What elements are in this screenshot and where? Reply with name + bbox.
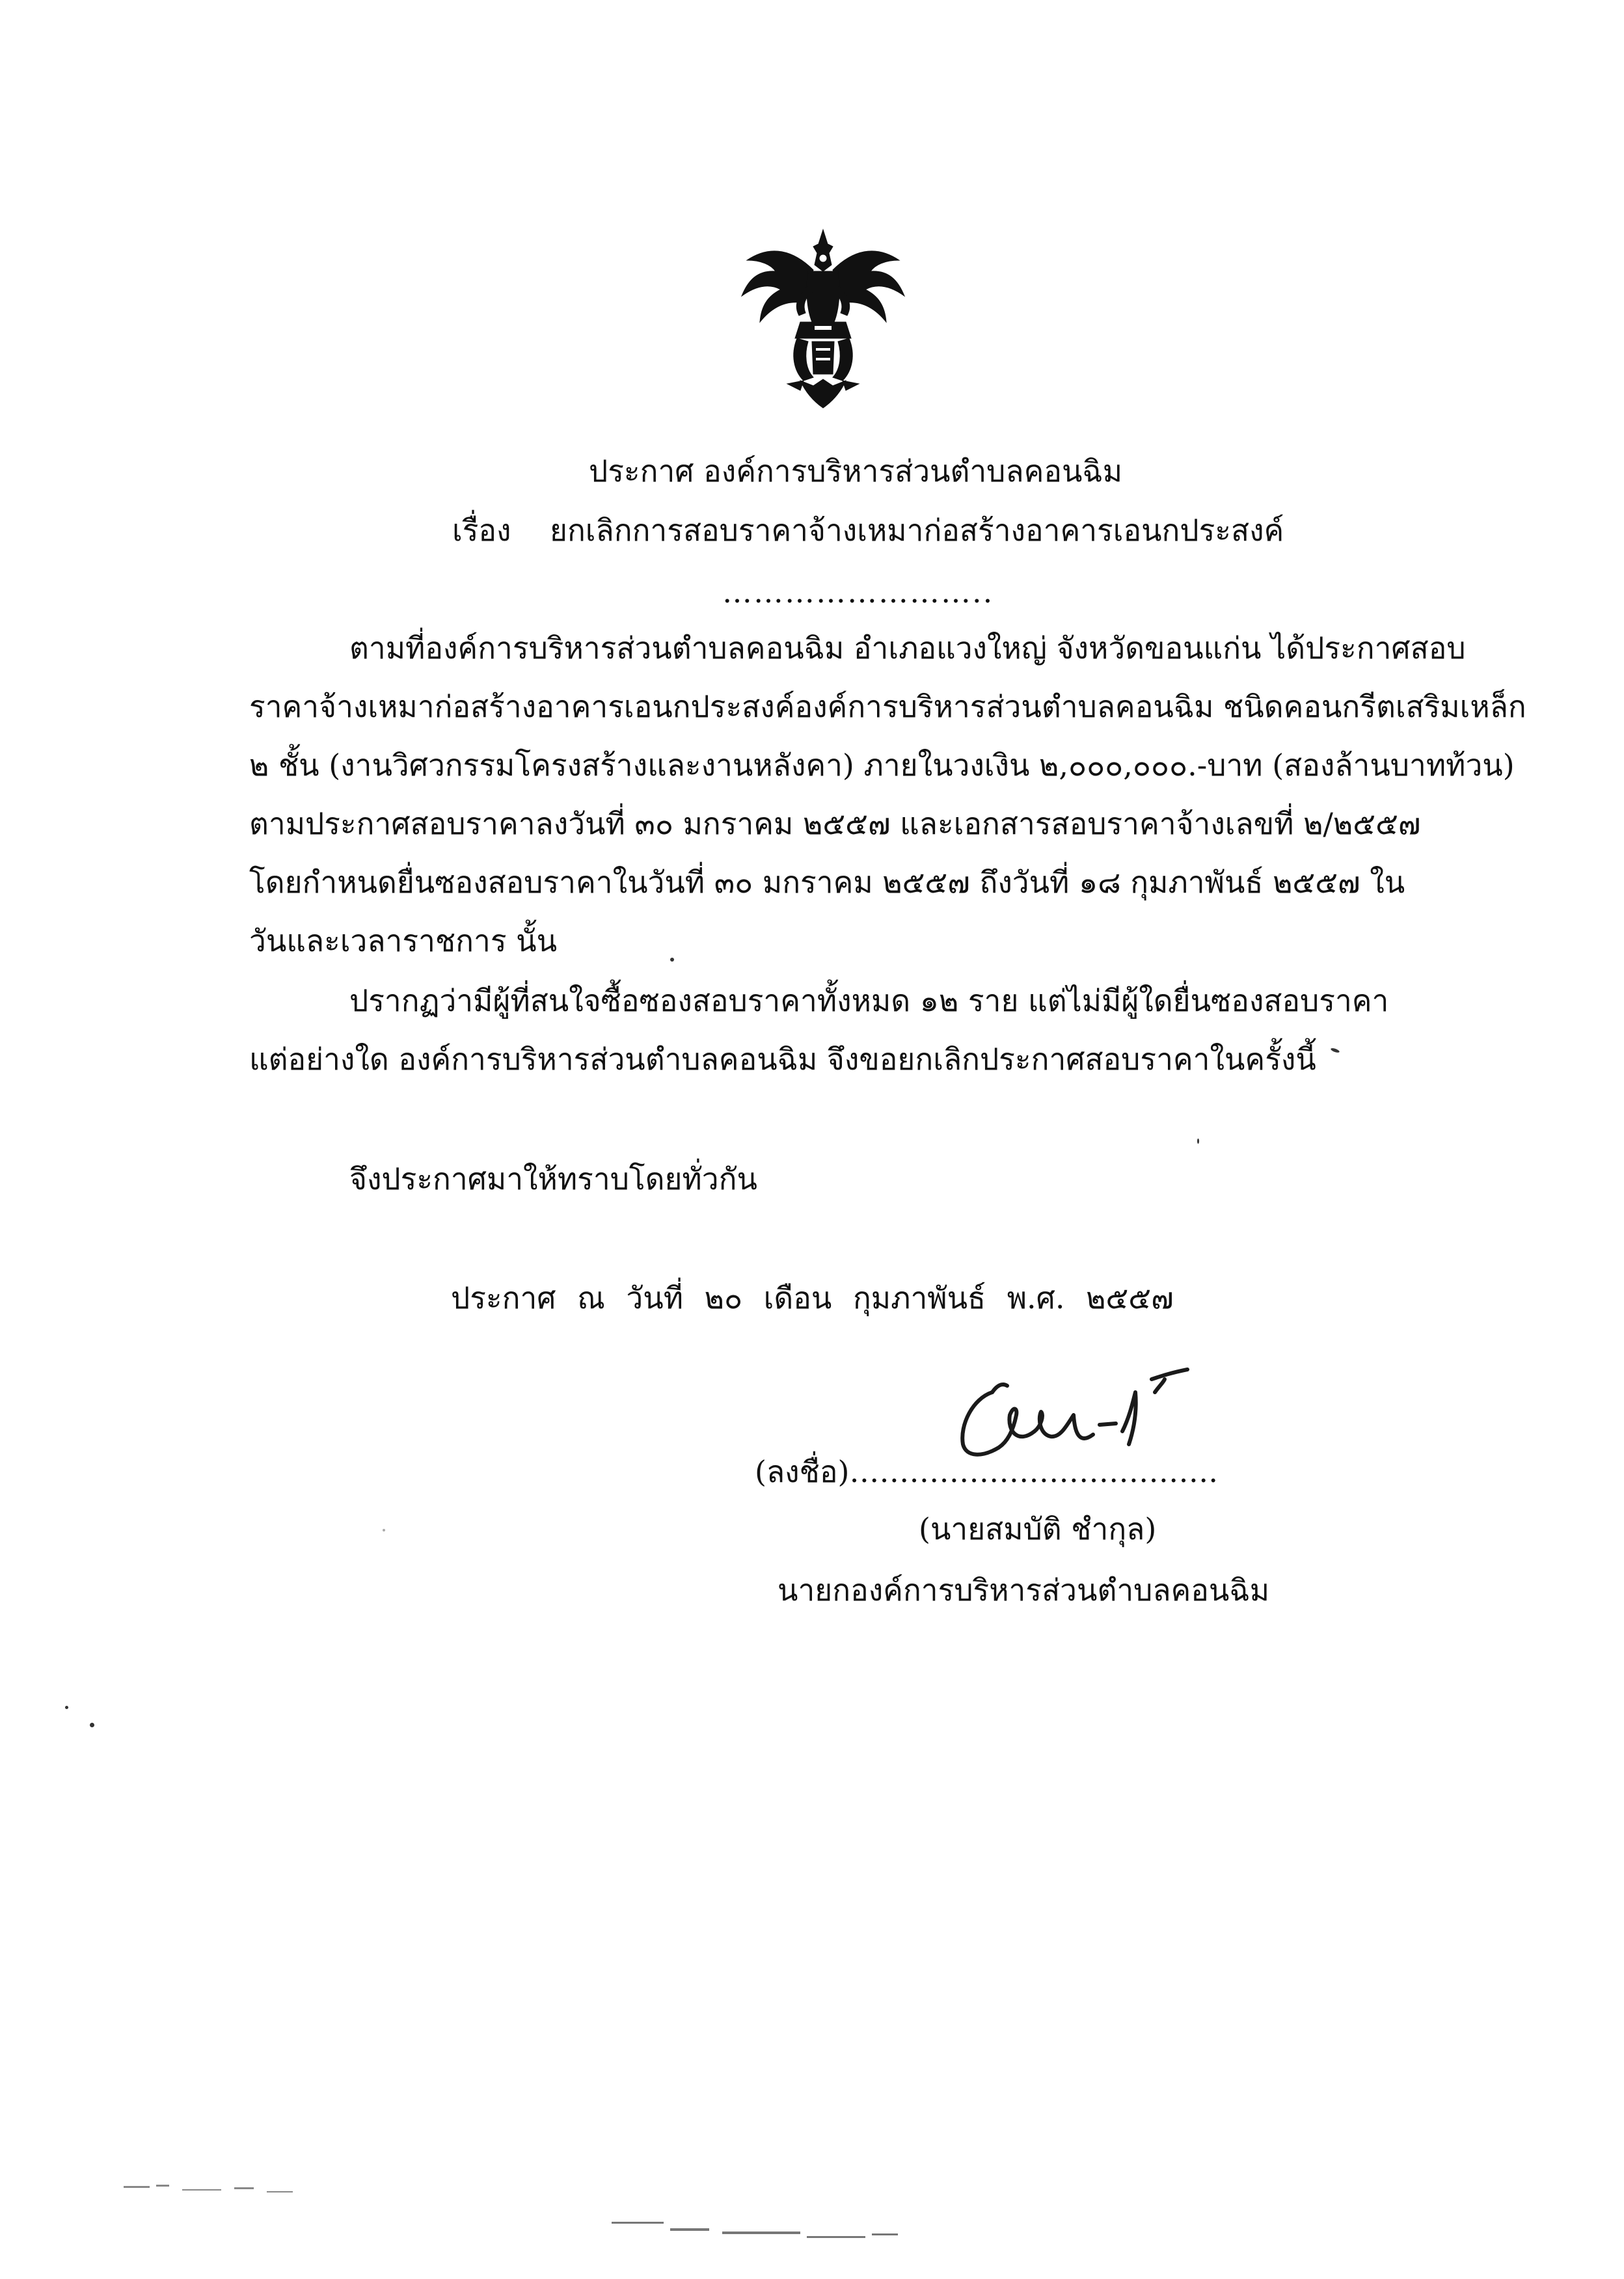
paragraph-1-line-5: โดยกำหนดยื่นซองสอบราคาในวันที่ ๓๐ มกราคม ๒๕๕๗ ถึงวันที่ ๑๘ กุมภาพันธ์ ๒๕๕๗ ใน (249, 865, 1405, 900)
paragraph-1-line-2: ราคาจ้างเหมาก่อสร้างอาคารเอนกประสงค์องค์การบริหารส่วนตำบลคอนฉิม ชนิดคอนกรีตเสริมเหล็ก (249, 689, 1526, 724)
announcement-date: ประกาศ ณ วันที่ ๒๐ เดือน กุมภาพันธ์ พ.ศ. ๒๕๕๗ (451, 1280, 1174, 1315)
scan-speck (670, 958, 674, 962)
subject-label: เรื่อง (452, 513, 511, 548)
garuda-emblem-icon (735, 224, 911, 410)
paragraph-2-line-2: แต่อย่างใด องค์การบริหารส่วนตำบลคอนฉิม จึงขอยกเลิกประกาศสอบราคาในครั้งนี้ (249, 1042, 1316, 1077)
closing-statement: จึงประกาศมาให้ทราบโดยทั่วกัน (349, 1161, 757, 1196)
scan-speck (65, 1706, 68, 1709)
scan-smudge (117, 2173, 325, 2212)
paragraph-1-line-6: วันและเวลาราชการ นั้น (249, 923, 558, 958)
paragraph-1-line-4: ตามประกาศสอบราคาลงวันที่ ๓๐ มกราคม ๒๕๕๗ และเอกสารสอบราคาจ้างเลขที่ ๒/๒๕๕๗ (249, 806, 1421, 841)
announcement-title: ประกาศ องค์การบริหารส่วนตำบลคอนฉิม (589, 453, 1123, 489)
signer-name: (นายสมบัติ ชำกุล) (919, 1511, 1157, 1546)
scan-speck (90, 1723, 94, 1727)
paragraph-2-line-1: ปรากฏว่ามีผู้ที่สนใจซื้อซองสอบราคาทั้งหมด ๑๒ ราย แต่ไม่มีผู้ใดยื่นซองสอบราคา (349, 983, 1389, 1018)
paragraph-1-line-1: ตามที่องค์การบริหารส่วนตำบลคอนฉิม อำเภอแวงใหญ่ จังหวัดขอนแก่น ได้ประกาศสอบ (349, 630, 1466, 666)
signer-position: นายกองค์การบริหารส่วนตำบลคอนฉิม (778, 1572, 1270, 1608)
divider-dots: …………………….. (722, 574, 994, 610)
subject-text: ยกเลิกการสอบราคาจ้างเหมาก่อสร้างอาคารเอนกประสงค์ (550, 513, 1284, 548)
subject-line (452, 511, 1284, 550)
scan-smudge (612, 2215, 937, 2254)
paragraph-1-line-3: ๒ ชั้น (งานวิศวกรรมโครงสร้างและงานหลังคา) ภายในวงเงิน ๒,๐๐๐,๐๐๐.-บาท (สองล้านบาทท้วน) (249, 748, 1515, 783)
signature-line: (ลงชื่อ)………………………………. (755, 1454, 1219, 1489)
scan-speck (1197, 1139, 1199, 1144)
scan-speck (383, 1529, 385, 1531)
